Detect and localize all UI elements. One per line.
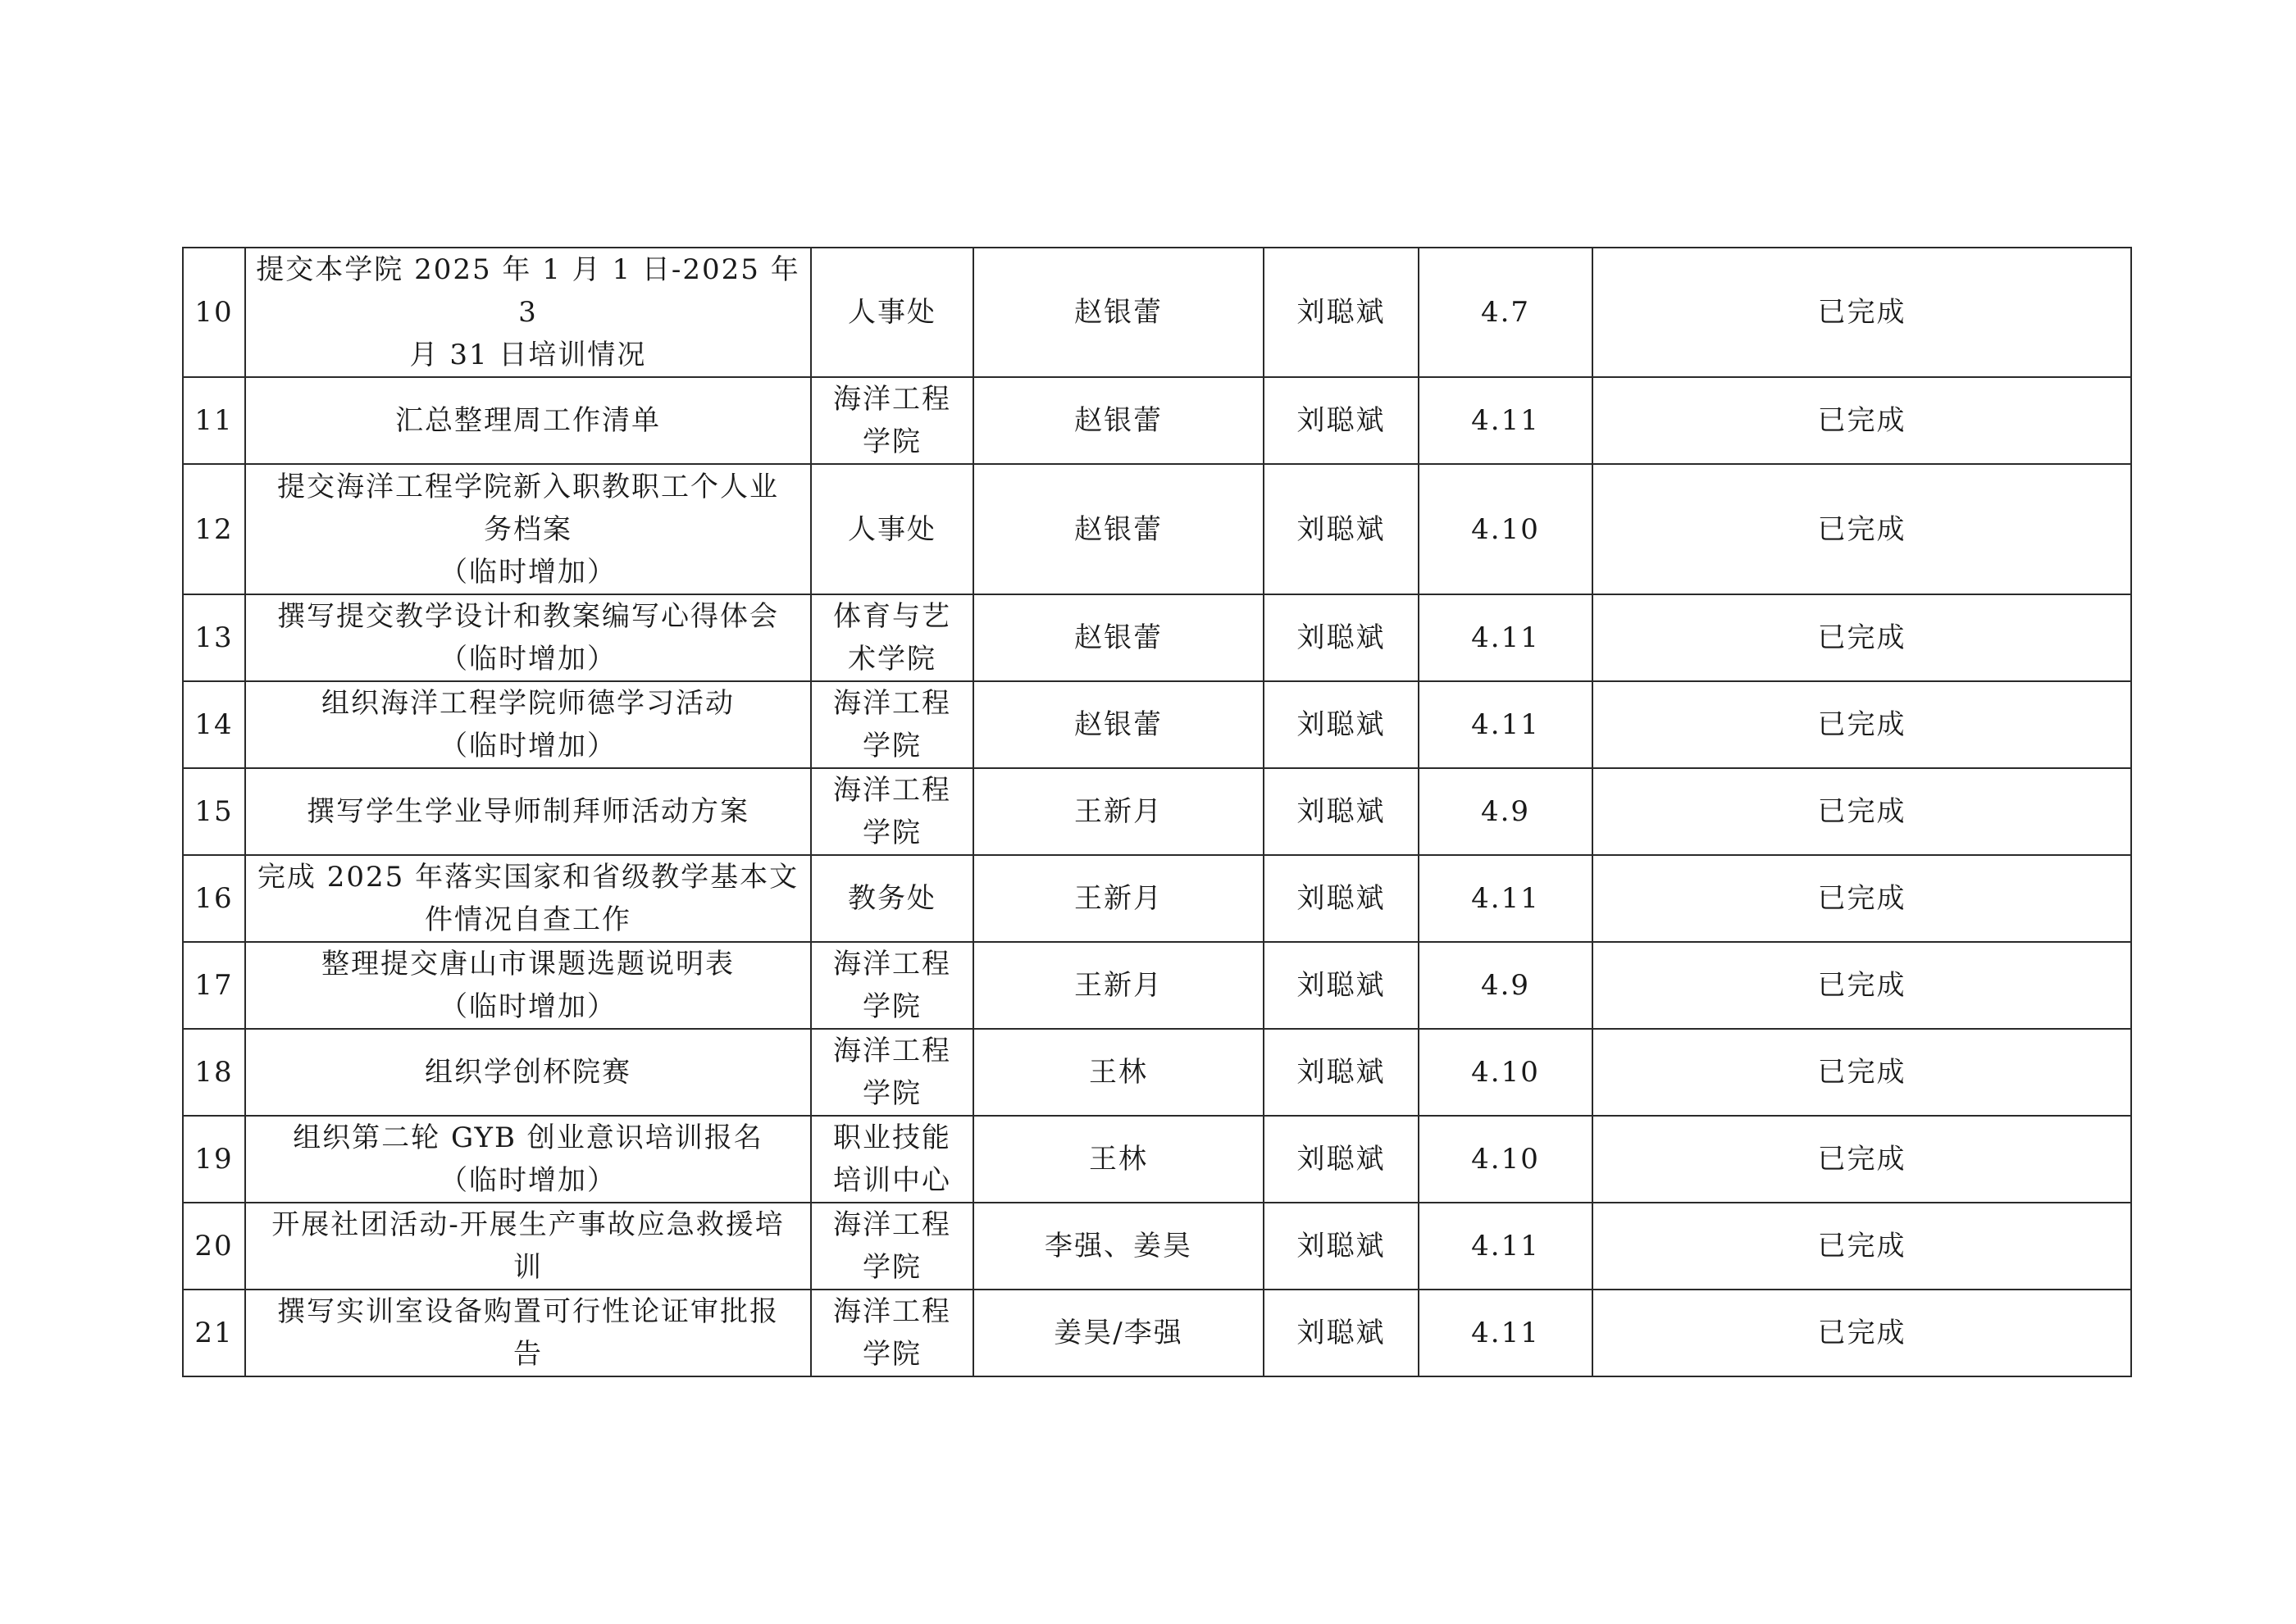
task-cell <box>245 594 811 681</box>
cell-line: 海洋工程 <box>833 383 951 416</box>
leader-cell: 刘聪斌 <box>1264 1116 1419 1203</box>
table-row <box>183 377 2131 464</box>
cell-line: 海洋工程 <box>833 687 951 720</box>
cell-line: 整理提交唐山市课题选题说明表 <box>321 948 735 980</box>
table-row <box>183 248 2131 377</box>
owner-cell: 赵银蕾 <box>973 681 1264 768</box>
cell-line: 职业技能 <box>833 1121 951 1154</box>
leader-cell: 刘聪斌 <box>1264 1290 1419 1376</box>
status-cell: 已完成 <box>1592 942 2131 1029</box>
row-number-cell: 18 <box>183 1029 245 1116</box>
task-cell <box>245 1203 811 1290</box>
table-row <box>183 1116 2131 1203</box>
cell-line: 海洋工程 <box>833 1208 951 1241</box>
owner-cell: 王林 <box>973 1029 1264 1116</box>
owner-cell: 王林 <box>973 1116 1264 1203</box>
leader-cell: 刘聪斌 <box>1264 248 1419 377</box>
task-cell <box>245 681 811 768</box>
task-cell <box>245 248 811 377</box>
department-cell <box>811 248 973 377</box>
cell-line: 撰写学生学业导师制拜师活动方案 <box>307 795 749 828</box>
row-number-cell: 14 <box>183 681 245 768</box>
cell-line: 组织海洋工程学院师德学习活动 <box>321 687 735 720</box>
leader-cell: 刘聪斌 <box>1264 942 1419 1029</box>
status-cell: 已完成 <box>1592 1116 2131 1203</box>
row-number-cell: 19 <box>183 1116 245 1203</box>
cell-line: 学院 <box>863 1251 922 1284</box>
cell-line: （临时增加） <box>440 643 617 676</box>
task-cell <box>245 855 811 942</box>
owner-cell: 赵银蕾 <box>973 594 1264 681</box>
date-cell: 4.10 <box>1419 464 1592 594</box>
leader-cell: 刘聪斌 <box>1264 1203 1419 1290</box>
leader-cell: 刘聪斌 <box>1264 1029 1419 1116</box>
date-cell: 4.11 <box>1419 1203 1592 1290</box>
date-cell: 4.11 <box>1419 855 1592 942</box>
cell-line: 海洋工程 <box>833 948 951 980</box>
status-cell: 已完成 <box>1592 377 2131 464</box>
leader-cell: 刘聪斌 <box>1264 464 1419 594</box>
row-number-cell: 13 <box>183 594 245 681</box>
task-cell <box>245 768 811 855</box>
cell-line: 学院 <box>863 730 922 762</box>
cell-line: （临时增加） <box>440 1164 617 1197</box>
department-cell <box>811 1029 973 1116</box>
status-cell: 已完成 <box>1592 681 2131 768</box>
cell-line: 学院 <box>863 990 922 1023</box>
cell-line: （临时增加） <box>440 730 617 762</box>
row-number-cell: 11 <box>183 377 245 464</box>
department-cell <box>811 942 973 1029</box>
cell-line: 件情况自查工作 <box>425 903 631 936</box>
cell-line: （临时增加） <box>440 990 617 1023</box>
table-row <box>183 464 2131 594</box>
work-list-table <box>182 247 2132 1377</box>
cell-line: 开展社团活动-开展生产事故应急救援培 <box>271 1208 785 1241</box>
cell-line: 汇总整理周工作清单 <box>395 404 661 437</box>
row-number-cell: 21 <box>183 1290 245 1376</box>
owner-cell: 王新月 <box>973 942 1264 1029</box>
department-cell <box>811 768 973 855</box>
status-cell: 已完成 <box>1592 464 2131 594</box>
cell-line: 教务处 <box>848 882 936 915</box>
cell-line: 学院 <box>863 1338 922 1371</box>
department-cell <box>811 1116 973 1203</box>
department-cell <box>811 594 973 681</box>
cell-line: 人事处 <box>848 296 936 329</box>
department-cell <box>811 855 973 942</box>
department-cell <box>811 464 973 594</box>
row-number-cell: 12 <box>183 464 245 594</box>
date-cell: 4.9 <box>1419 942 1592 1029</box>
cell-line: 学院 <box>863 1077 922 1110</box>
table-row <box>183 1029 2131 1116</box>
table-row <box>183 681 2131 768</box>
owner-cell: 赵银蕾 <box>973 464 1264 594</box>
cell-line: 训 <box>513 1251 543 1284</box>
row-number-cell: 10 <box>183 248 245 377</box>
cell-line: 组织学创杯院赛 <box>425 1056 631 1089</box>
owner-cell: 赵银蕾 <box>973 248 1264 377</box>
cell-line: 撰写实训室设备购置可行性论证审批报 <box>277 1295 779 1328</box>
date-cell: 4.11 <box>1419 377 1592 464</box>
cell-line: 术学院 <box>848 643 936 676</box>
table-row <box>183 942 2131 1029</box>
date-cell: 4.11 <box>1419 1290 1592 1376</box>
cell-line: 月 31 日培训情况 <box>409 339 647 371</box>
task-cell <box>245 1029 811 1116</box>
cell-line: 学院 <box>863 817 922 849</box>
cell-line: 撰写提交教学设计和教案编写心得体会 <box>277 600 779 633</box>
cell-line: 海洋工程 <box>833 774 951 807</box>
cell-line: 组织第二轮 GYB 创业意识培训报名 <box>293 1121 763 1154</box>
owner-cell: 李强、姜昊 <box>973 1203 1264 1290</box>
cell-line: 完成 2025 年落实国家和省级教学基本文 <box>257 861 800 894</box>
task-cell <box>245 1290 811 1376</box>
cell-line: 学院 <box>863 425 922 458</box>
status-cell: 已完成 <box>1592 855 2131 942</box>
row-number-cell: 15 <box>183 768 245 855</box>
row-number-cell: 16 <box>183 855 245 942</box>
cell-line: 海洋工程 <box>833 1035 951 1067</box>
department-cell <box>811 377 973 464</box>
owner-cell: 姜昊/李强 <box>973 1290 1264 1376</box>
owner-cell: 王新月 <box>973 768 1264 855</box>
table-body <box>183 248 2131 1376</box>
cell-line: 人事处 <box>848 512 936 546</box>
cell-line: 海洋工程 <box>833 1295 951 1328</box>
leader-cell: 刘聪斌 <box>1264 594 1419 681</box>
status-cell: 已完成 <box>1592 1203 2131 1290</box>
department-cell <box>811 1203 973 1290</box>
table-row <box>183 1203 2131 1290</box>
table-row <box>183 855 2131 942</box>
status-cell: 已完成 <box>1592 768 2131 855</box>
table-row <box>183 1290 2131 1376</box>
cell-line: 提交海洋工程学院新入职教职工个人业 <box>277 470 779 503</box>
department-cell <box>811 1290 973 1376</box>
status-cell: 已完成 <box>1592 594 2131 681</box>
table-row <box>183 594 2131 681</box>
task-cell <box>245 1116 811 1203</box>
date-cell: 4.7 <box>1419 248 1592 377</box>
task-cell <box>245 942 811 1029</box>
cell-line: 告 <box>513 1338 543 1371</box>
task-cell <box>245 377 811 464</box>
cell-line: 提交本学院 2025 年 1 月 1 日-2025 年 3 <box>256 253 800 329</box>
row-number-cell: 17 <box>183 942 245 1029</box>
status-cell: 已完成 <box>1592 1029 2131 1116</box>
date-cell: 4.10 <box>1419 1029 1592 1116</box>
owner-cell: 赵银蕾 <box>973 377 1264 464</box>
cell-line: 体育与艺 <box>833 600 951 633</box>
status-cell: 已完成 <box>1592 248 2131 377</box>
cell-line: 务档案 <box>484 512 572 546</box>
row-number-cell: 20 <box>183 1203 245 1290</box>
status-cell: 已完成 <box>1592 1290 2131 1376</box>
owner-cell: 王新月 <box>973 855 1264 942</box>
table-row <box>183 768 2131 855</box>
department-cell <box>811 681 973 768</box>
leader-cell: 刘聪斌 <box>1264 681 1419 768</box>
date-cell: 4.11 <box>1419 681 1592 768</box>
leader-cell: 刘聪斌 <box>1264 377 1419 464</box>
leader-cell: 刘聪斌 <box>1264 855 1419 942</box>
date-cell: 4.9 <box>1419 768 1592 855</box>
cell-line: 培训中心 <box>833 1164 951 1197</box>
cell-line: （临时增加） <box>440 555 617 589</box>
date-cell: 4.10 <box>1419 1116 1592 1203</box>
task-cell <box>245 464 811 594</box>
date-cell: 4.11 <box>1419 594 1592 681</box>
leader-cell: 刘聪斌 <box>1264 768 1419 855</box>
